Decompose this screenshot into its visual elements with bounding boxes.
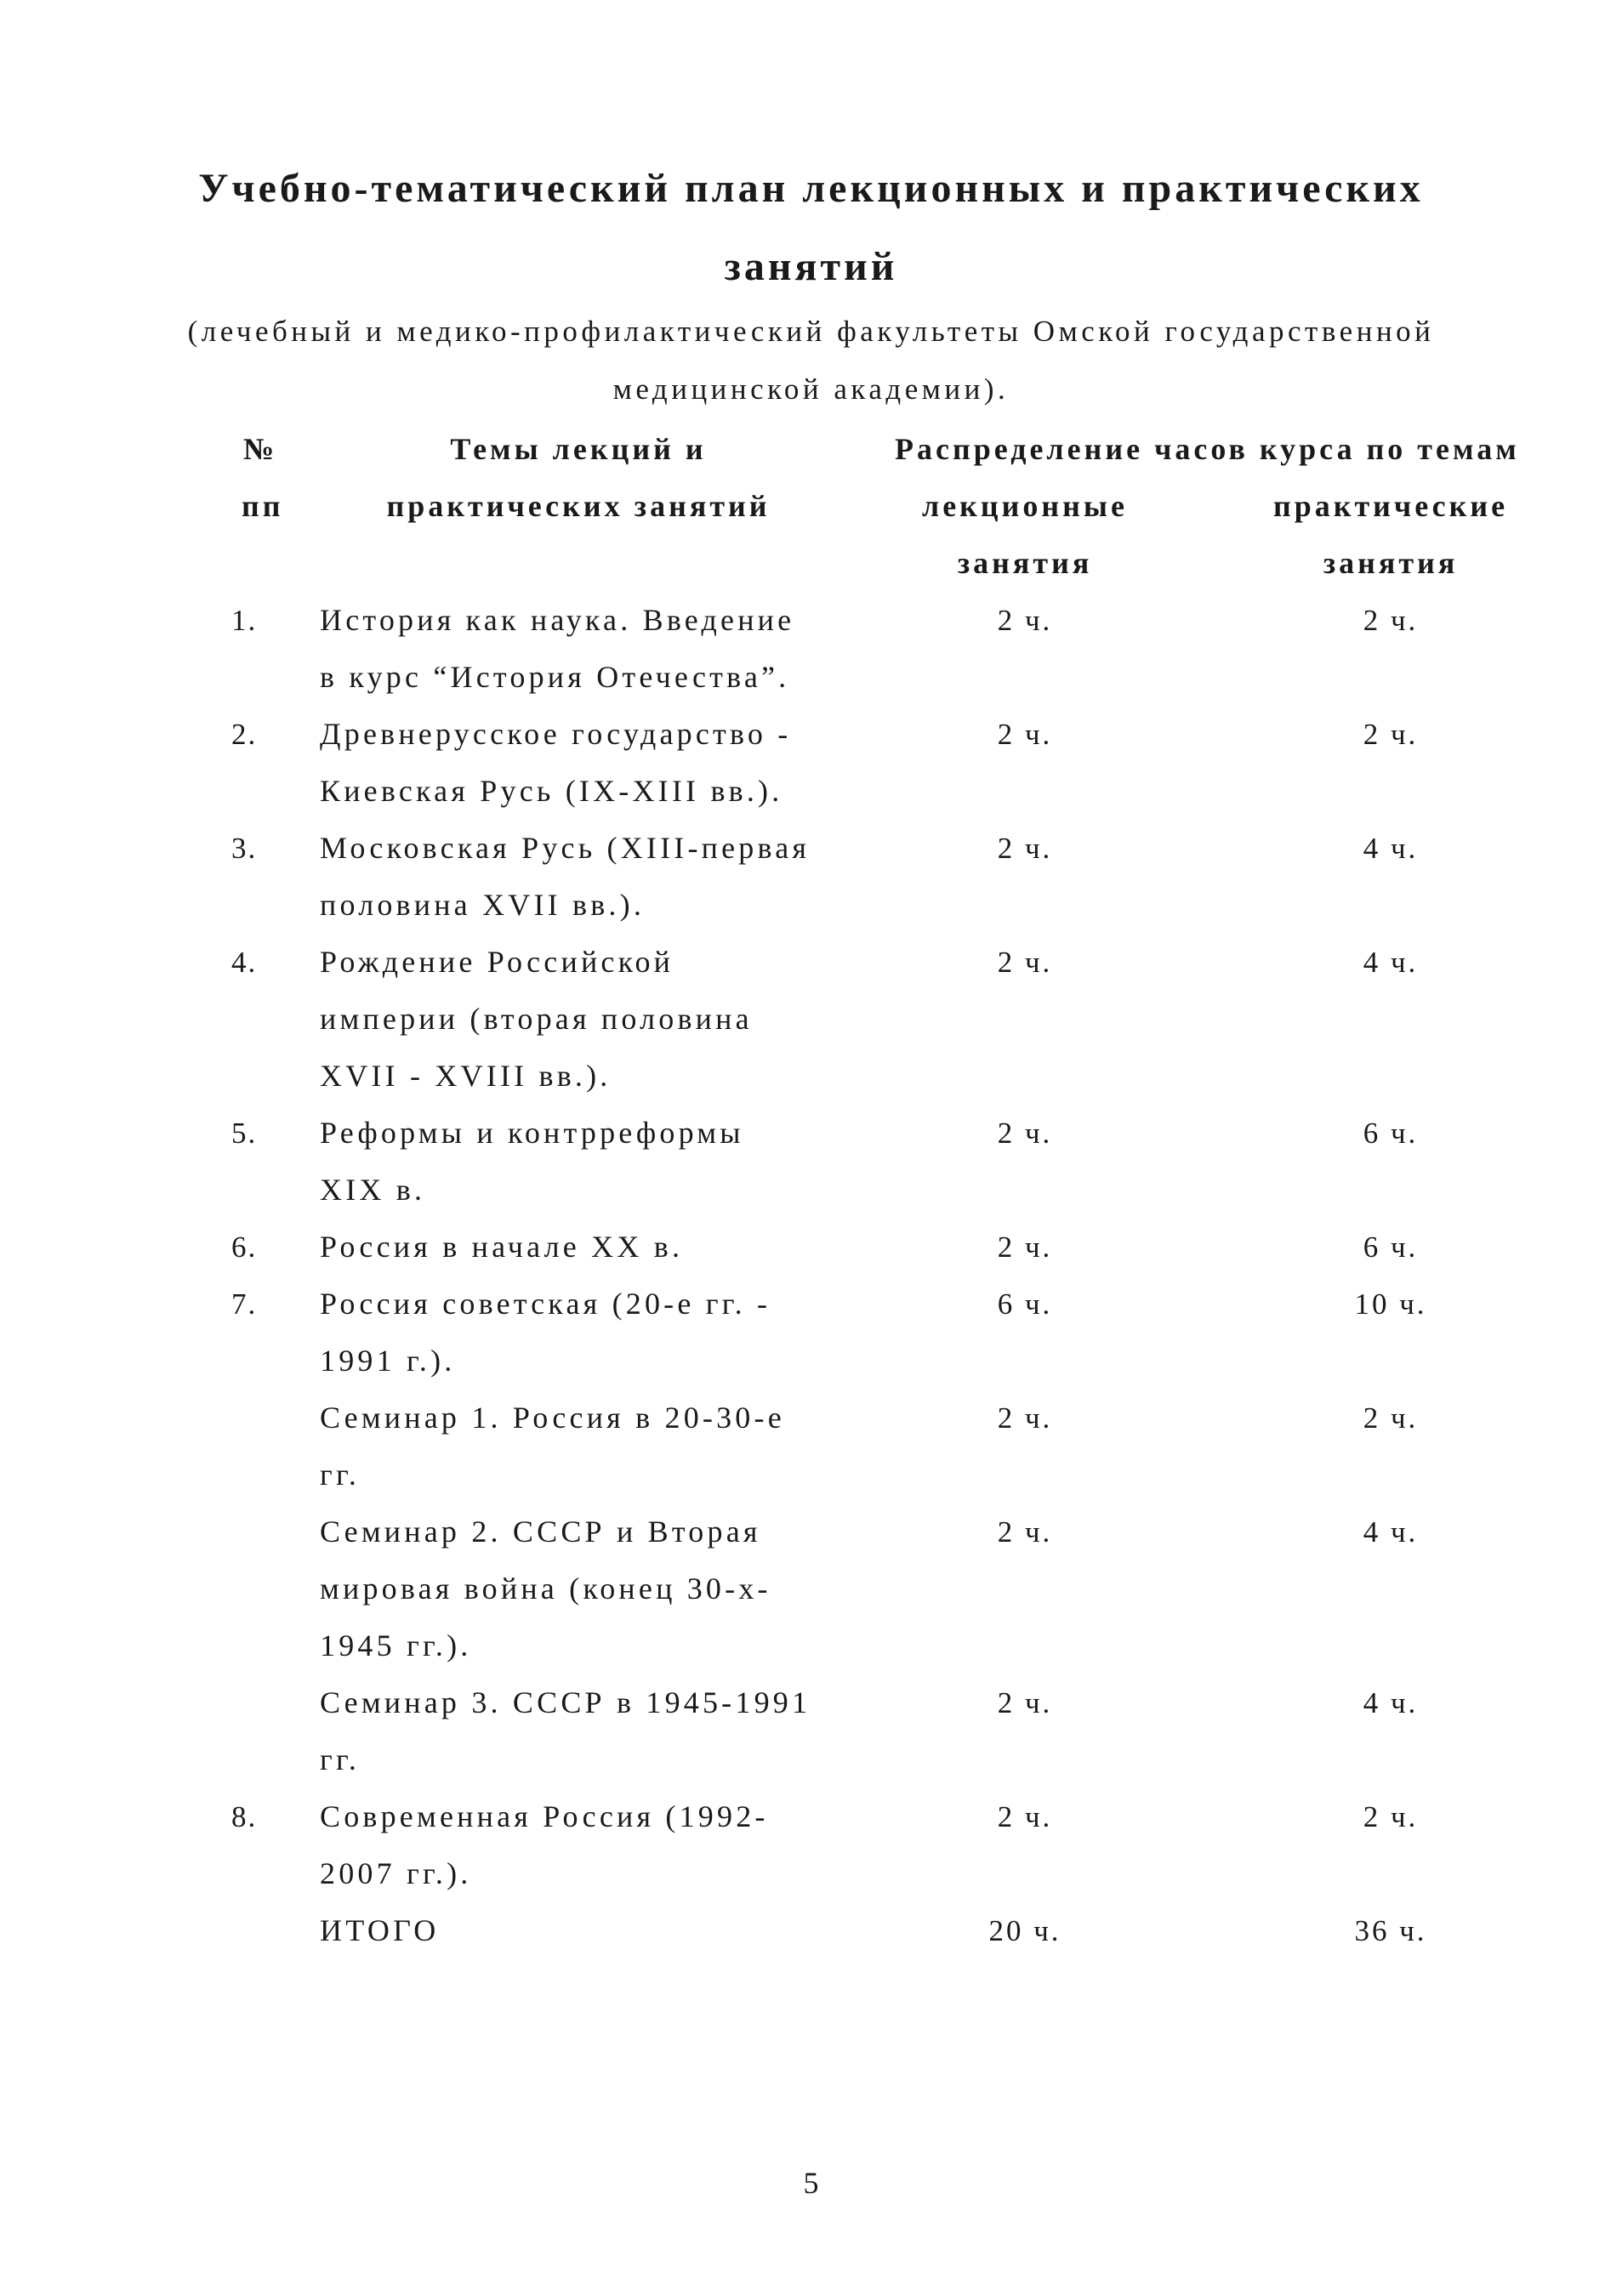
row-topic <box>320 1390 847 1503</box>
topic-line: Реформы и контрреформы <box>320 1116 744 1150</box>
subtitle-line-1: (лечебный и медико-профилактический факультеты Омской государственной <box>187 315 1435 348</box>
row-lecture-hours: 2 ч. <box>997 946 1053 979</box>
row-number: 8. <box>231 1800 258 1833</box>
row-number: 1. <box>231 604 258 637</box>
row-lecture-hours: 2 ч. <box>997 832 1053 865</box>
header-lectures-line-2: занятия <box>957 546 1093 580</box>
topic-line: 2007 гг.). <box>320 1856 472 1890</box>
row-lecture-hours: 2 ч. <box>997 1686 1053 1719</box>
row-number: 6. <box>231 1230 258 1264</box>
row-topic <box>320 1902 847 1959</box>
row-practice-hours: 2 ч. <box>1363 604 1419 637</box>
header-distribution: Распределение часов курса по темам <box>895 432 1520 466</box>
header-lectures-line-1: лекционные <box>922 489 1128 523</box>
topic-line: Рождение Российской <box>320 945 674 979</box>
row-topic <box>320 820 847 934</box>
topic-line: Киевская Русь (IX-XIII вв.). <box>320 774 783 808</box>
title-line-2: занятий <box>724 244 898 289</box>
row-topic <box>320 1503 847 1674</box>
row-topic <box>320 934 847 1105</box>
topic-line: Семинар 3. СССР в 1945-1991 <box>320 1685 811 1719</box>
header-practice-line-2: занятия <box>1323 546 1459 580</box>
row-practice-hours: 4 ч. <box>1363 1515 1419 1549</box>
total-practice-hours: 36 ч. <box>1354 1914 1427 1947</box>
row-practice-hours: 6 ч. <box>1363 1230 1419 1264</box>
row-practice-hours: 2 ч. <box>1363 1800 1419 1833</box>
header-topic-line-1: Темы лекций и <box>450 432 707 466</box>
topic-line: Семинар 2. СССР и Вторая <box>320 1515 761 1549</box>
row-topic <box>320 1105 847 1219</box>
header-topic-line-2: практических занятий <box>386 489 771 523</box>
total-lecture-hours: 20 ч. <box>988 1914 1061 1947</box>
row-lecture-hours: 2 ч. <box>997 718 1053 751</box>
row-practice-hours: 4 ч. <box>1363 946 1419 979</box>
row-topic <box>320 1674 847 1788</box>
topic-line: ИТОГО <box>320 1913 440 1947</box>
row-topic <box>320 706 847 820</box>
header-num-line-2: пп <box>242 489 284 523</box>
topic-line: Современная Россия (1992- <box>320 1799 769 1833</box>
topic-line: Россия в начале XX в. <box>320 1230 684 1264</box>
row-topic <box>320 1219 847 1276</box>
row-practice-hours: 4 ч. <box>1363 1686 1419 1719</box>
row-lecture-hours: 2 ч. <box>997 1515 1053 1549</box>
row-practice-hours: 4 ч. <box>1363 832 1419 865</box>
topic-line: гг. <box>320 1458 361 1492</box>
topic-line: Россия советская (20-е гг. - <box>320 1287 771 1321</box>
row-number: 7. <box>231 1287 258 1321</box>
row-number: 5. <box>231 1117 258 1150</box>
topic-line: мировая война (конец 30-х- <box>320 1571 771 1605</box>
topic-line: 1945 гг.). <box>320 1628 472 1662</box>
row-lecture-hours: 2 ч. <box>997 1117 1053 1150</box>
row-topic <box>320 1788 847 1902</box>
row-number: 3. <box>231 832 258 865</box>
topic-line: Древнерусское государство - <box>320 717 792 751</box>
page-number: 5 <box>803 2166 819 2200</box>
row-practice-hours: 6 ч. <box>1363 1117 1419 1150</box>
topic-line: 1991 г.). <box>320 1344 456 1378</box>
topic-line: История как наука. Введение <box>320 603 795 637</box>
topic-line: гг. <box>320 1742 361 1776</box>
row-lecture-hours: 6 ч. <box>997 1287 1053 1321</box>
row-lecture-hours: 2 ч. <box>997 1800 1053 1833</box>
topic-line: XIX в. <box>320 1173 426 1207</box>
row-practice-hours: 2 ч. <box>1363 1401 1419 1435</box>
subtitle-line-2: медицинской академии). <box>612 372 1010 406</box>
row-lecture-hours: 2 ч. <box>997 1230 1053 1264</box>
row-lecture-hours: 2 ч. <box>997 604 1053 637</box>
header-num-line-1: № <box>243 432 278 466</box>
title-line-1: Учебно-тематический план лекционных и практических <box>198 166 1424 211</box>
topic-line: империи (вторая половина <box>320 1002 753 1036</box>
header-practice-line-1: практические <box>1272 489 1509 523</box>
topic-line: Московская Русь (XIII-первая <box>320 831 811 865</box>
topic-line: XVII - XVIII вв.). <box>320 1059 612 1093</box>
row-lecture-hours: 2 ч. <box>997 1401 1053 1435</box>
row-number: 4. <box>231 946 258 979</box>
topic-line: половина XVII вв.). <box>320 888 646 922</box>
row-topic <box>320 1276 847 1390</box>
row-practice-hours: 2 ч. <box>1363 718 1419 751</box>
row-practice-hours: 10 ч. <box>1354 1287 1427 1321</box>
topic-line: Семинар 1. Россия в 20-30-е <box>320 1401 785 1435</box>
row-number: 2. <box>231 718 258 751</box>
topic-line: в курс “История Отечества”. <box>320 660 790 694</box>
row-topic <box>320 592 847 706</box>
